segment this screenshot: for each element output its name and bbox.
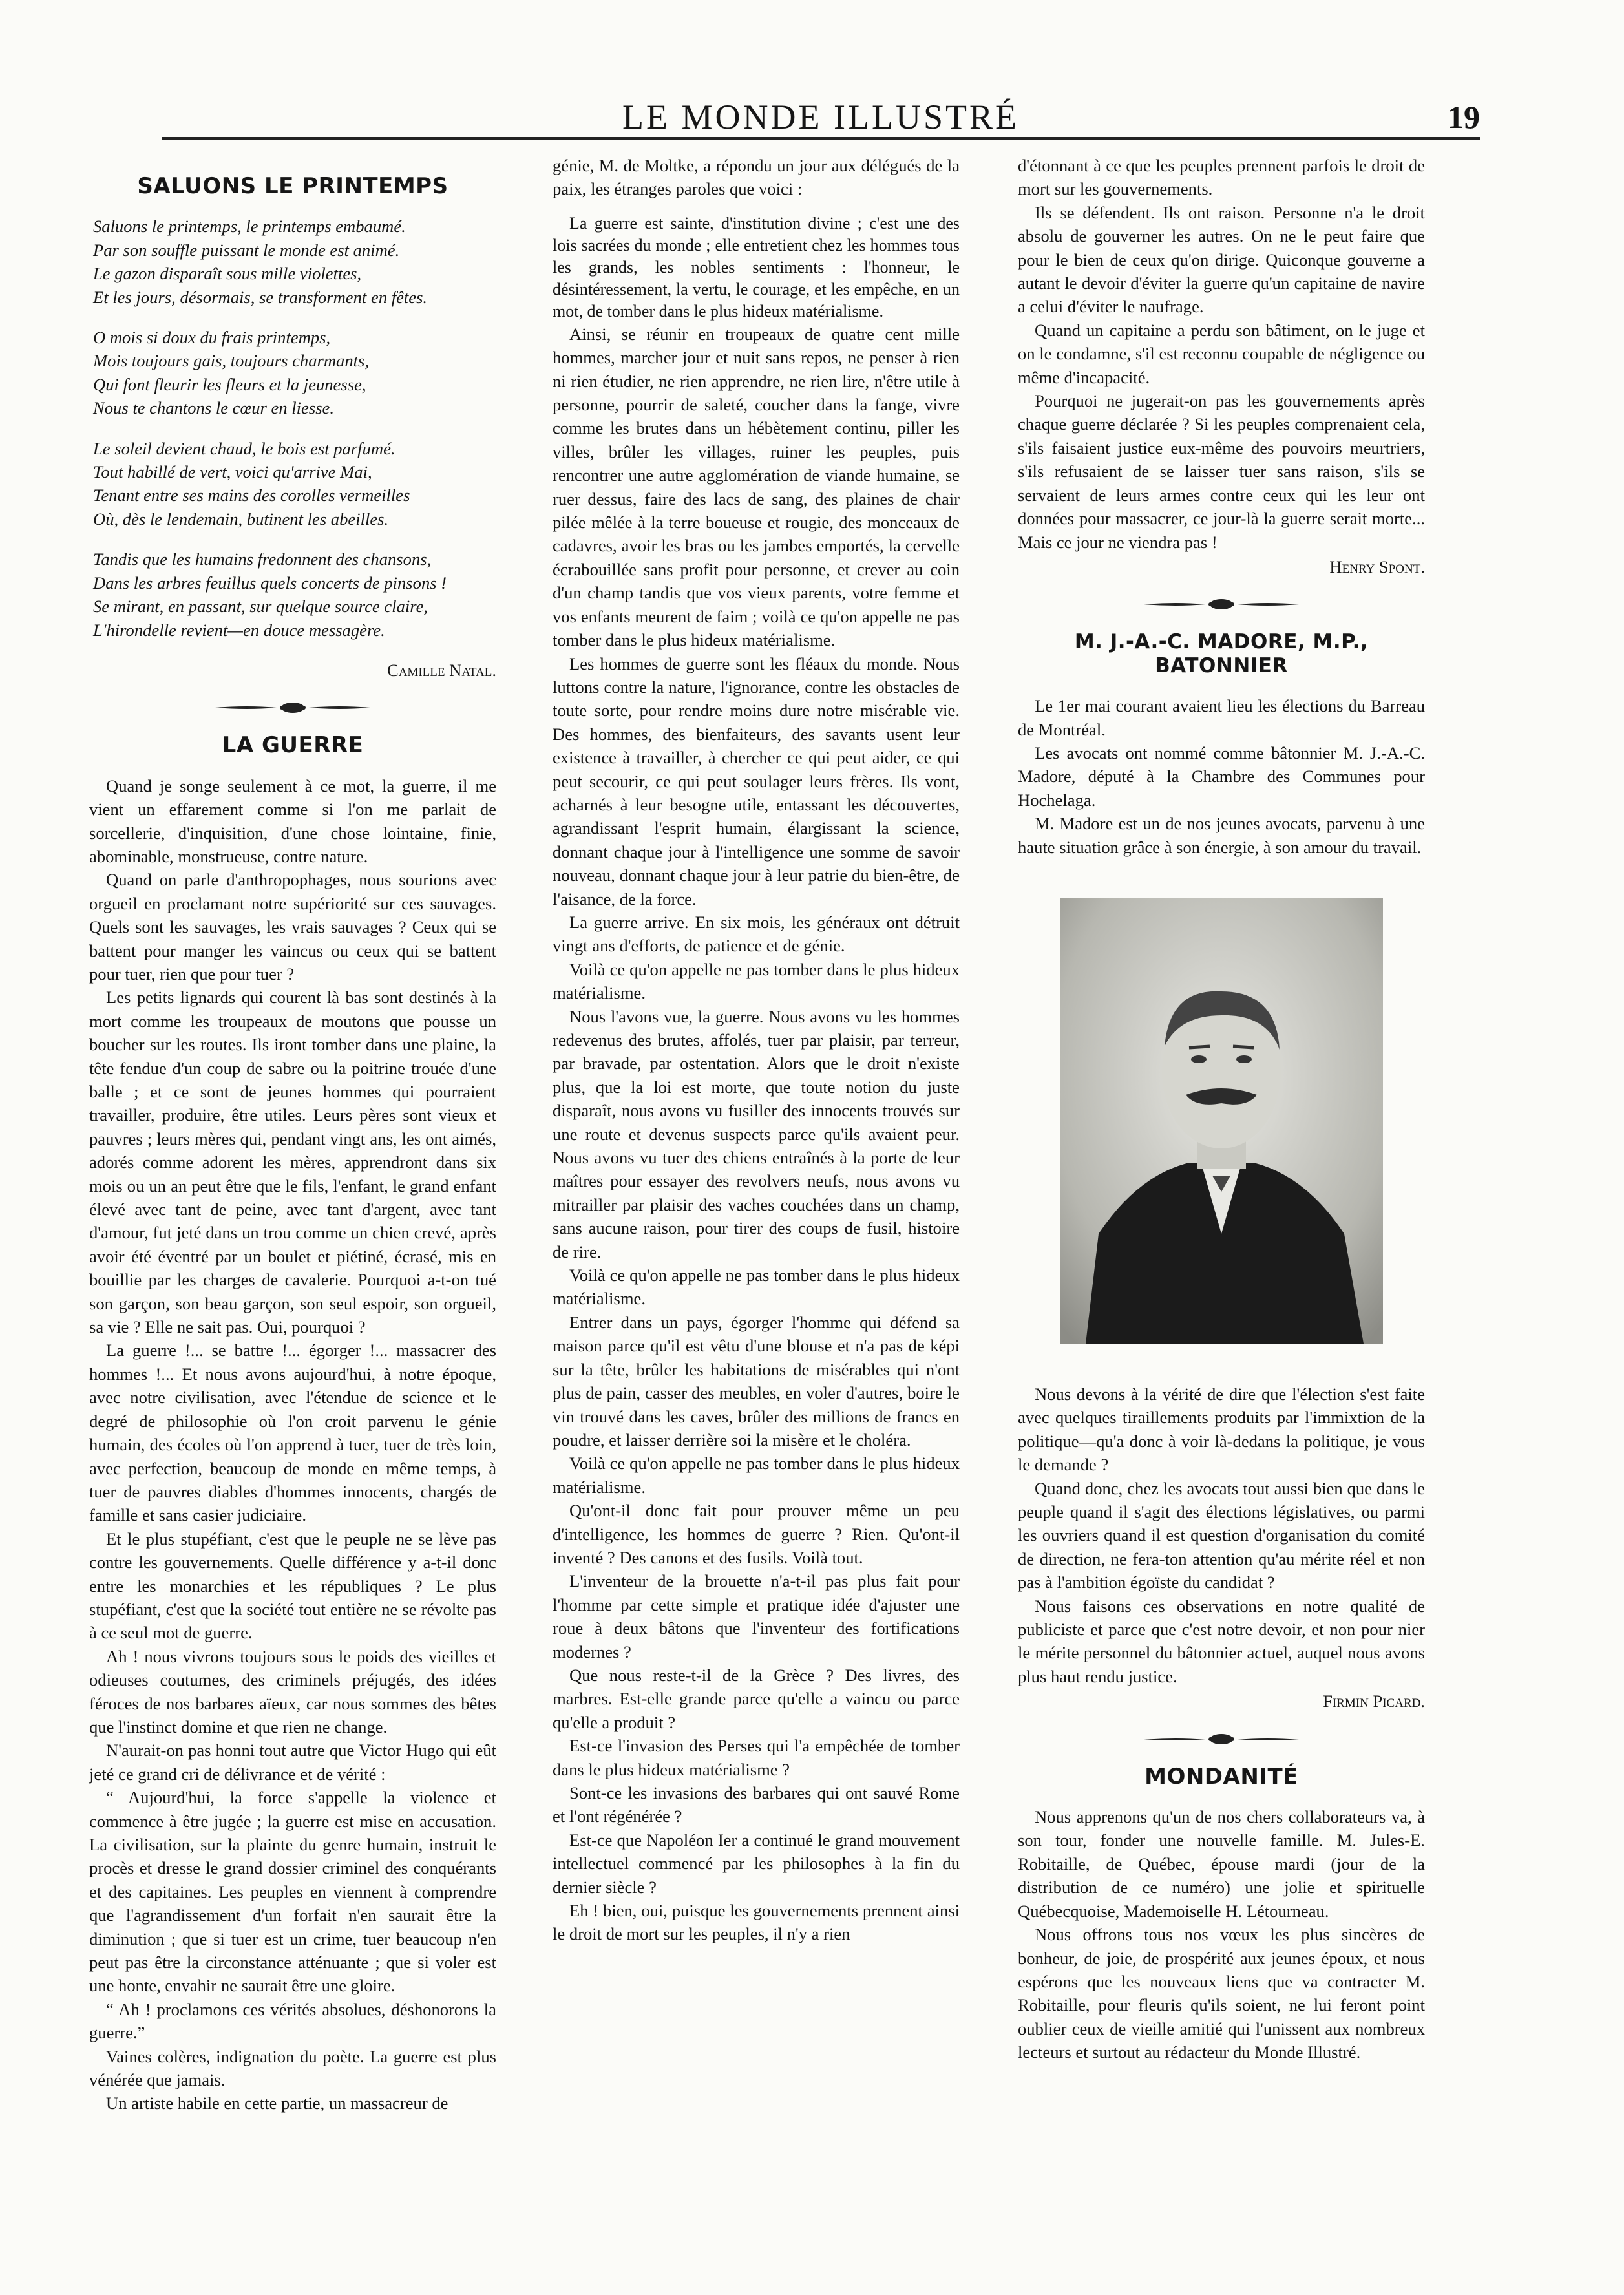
paragraph: “ Aujourd'hui, la force s'appelle la violence et commence à être jugée ; la guerre est mise en accusation. La civilisation, sur la plainte du genre humain, instruit le procès et dresse le grand dossier criminel des conquérants et des capitaines. Les peuples en viennent à comprendre que l'agrandissement d'un forfait n'en saurait être la diminution ; que si tuer est un crime, tuer beaucoup n'en peut pas être la circonstance atténuante ; que si voler est une honte, envahir ne saurait être une gloire. [89,1788,496,1996]
poem-line: Qui font fleurir les fleurs et la jeunesse, [93,374,366,394]
paragraph: Ah ! nous vivrons toujours sous le poids des vieilles et odieuses coutumes, des criminels préjugés, des idées féroces de nos barbares aïeux, car nous sommes des bêtes que l'instinct domine et que rien ne change. [89,1646,496,1737]
paragraph: Voilà ce qu'on appelle ne pas tomber dans le plus hideux matérialisme. [553,1454,960,1497]
paragraph: Nous devons à la vérité de dire que l'élection s'est faite avec quelques tiraillements produits par l'immixtion de la politique—qu'a donc à voir là-dedans la politique, je vous le demande ? [1018,1384,1425,1475]
masthead [162,85,1480,140]
paragraph: Qu'ont-il donc fait pour prouver même un peu d'intelligence, les hommes de guerre ? Rien. Qu'ont-il inventé ? Des canons et des fusils. Voilà tout. [553,1501,960,1567]
poem-line: O mois si doux du frais printemps, [93,328,331,348]
poem-signature: Camille Natal. [386,660,496,680]
mondanite-article [1018,1805,1425,2064]
moltke-quote: La guerre est sainte, d'institution divine ; c'est une des lois sacrées du monde ; elle entretient chez les hommes tous les grands, les nobles sentiments : l'honneur, le désintéressement, la vertu, le courage, et les empêche, en un mot, de tomber dans le plus hideux matérialisme. [553,213,960,321]
paragraph: Que nous reste-t-il de la Grèce ? Des livres, des marbres. Est-elle grande parce qu'elle a vaincu ou parce qu'elle a produit ? [553,1665,960,1732]
poem-line: Et les jours, désormais, se transforment en fêtes. [93,287,428,307]
portrait-photo [1060,898,1383,1344]
paragraph: Le 1er mai courant avaient lieu les élections du Barreau de Montréal. [1018,696,1425,739]
poem-line: Le gazon disparaît sous mille violettes, [93,264,362,284]
paragraph: Quand on parle d'anthropophages, nous sourions avec orgueil en proclamant notre supériorité sur ces sauvages. Quels sont les sauvages, les vrais sauvages ? Ceux qui se battent pour manger les vaincus ou ceux qui se battent pour tuer, rien que pour tuer ? [89,870,496,984]
column-2 [553,154,960,2235]
paragraph: Quand un capitaine a perdu son bâtiment, on le juge et on le condamne, s'il est reconnu coupable de négligence ou même d'incapacité. [1018,320,1425,387]
guerre-article-continued [553,323,960,1946]
guerre-title: LA GUERRE [222,732,364,759]
paragraph: Est-ce que Napoléon Ier a continué le grand mouvement intellectuel commencé par les philosophes à la fin du dernier siècle ? [553,1830,960,1897]
column-1 [89,154,496,2235]
paragraph: Les hommes de guerre sont les fléaux du monde. Nous luttons contre la nature, l'ignorance, contre les obstacles de toute sorte, pour rendre moins dure notre misérable vie. Des hommes, des bienfaiteurs, des savants usent leur existence à travailler, à chercher ce qui peut aider, ce qui peut secourir, ce qui peut soulager leurs frères. Ils vont, acharnés à leur besogne utile, entassant les découvertes, agrandissant l'esprit humain, élargissant la science, donnant chaque jour à l'intelligence une somme de savoir nouveau, donnant chaque jour à leur patrie du bien-être, de l'aisance, de la force. [553,653,960,909]
paragraph: Pourquoi ne jugerait-on pas les gouvernements après chaque guerre déclarée ? Si les peuples comprenaient cela, s'ils faisaient justice eux-même des pouvoirs meurtriers, s'ils refusaient de se laisser tuer sans raison, s'ils se servaient de leurs armes contre ceux qui les leur ont données pour massacrer, ce jour-là la guerre serait morte... Mais ce jour ne viendra pas ! [1018,391,1425,552]
paragraph: d'étonnant à ce que les peuples prennent parfois le droit de mort sur les gouvernements. [1018,156,1425,199]
paragraph: Ils se défendent. Ils ont raison. Personne n'a le droit absolu de gouverner les autres. On ne le peut faire que pour le bien de ceux qu'on dirige. Quiconque gouverne a autant le devoir d'éviter la guerre qu'un capitaine de navire a celui d'éviter le naufrage. [1018,202,1425,317]
paragraph: Nous offrons tous nos vœux les plus sincères de bonheur, de joie, de prospérité aux jeunes époux, et nous espérons que les nouveaux liens que va contracter M. Robitaille, pour fleuris qu'ils soient, ne lui feront point oublier ceux de vieille amitié qui l'unissent aux nombreux lecteurs et surtout au rédacteur du Monde Illustré. [1018,1925,1425,2062]
poem-line: L'hirondelle revient—en douce messagère. [93,620,385,640]
poem-line: Se mirant, en passant, sur quelque source claire, [93,597,428,617]
paragraph: Vaines colères, indignation du poète. La guerre est plus vénérée que jamais. [89,2046,496,2090]
paragraph: Voilà ce qu'on appelle ne pas tomber dans le plus hideux matérialisme. [553,959,960,1003]
poem-line: Mois toujours gais, toujours charmants, [93,351,370,371]
paragraph: La guerre !... se battre !... égorger !... massacrer des hommes !... Et nous avons aujourd'hui, à notre époque, avec notre civilisation, avec l'étendue de science et le degré de philosophie où l'on croit parvenu le génie humain, des écoles où l'on apprend à tuer, tuer de très loin, avec perfection, beaucoup de monde en même temps, à tuer de pauvres diables d'hommes innocents, chargés de famille et sans casier judiciaire. [89,1340,496,1525]
poem-line: Tenant entre ses mains des corolles vermeilles [93,485,410,505]
poem-line: Tout habillé de vert, voici qu'arrive Mai, [93,462,372,482]
mondanite-title: MONDANITÉ [1144,1763,1298,1790]
guerre-article [89,774,496,2115]
poem-stanza [93,437,496,531]
ornament-divider-icon [1137,598,1305,611]
guerre-article-end [1018,154,1425,554]
paragraph: Voilà ce qu'on appelle ne pas tomber dans le plus hideux matérialisme. [553,1265,960,1309]
page-number: 19 [1448,99,1480,135]
paragraph: La guerre arrive. En six mois, les généraux ont détruit vingt ans d'efforts, de patience et de génie. [553,912,960,956]
madore-article-continued [1018,1382,1425,1688]
madore-signature: Firmin Picard. [1323,1691,1425,1711]
paragraph: L'inventeur de la brouette n'a-t-il pas plus fait pour l'homme par cette simple et pratique idée d'ajuster une roue à deux bâtons que l'inventeur des fortifications modernes ? [553,1571,960,1662]
paragraph: Un artiste habile en cette partie, un massacreur de [106,2093,448,2113]
paragraph: Quand je songe seulement à ce mot, la guerre, il me vient un effarement comme si l'on me parlait de sorcellerie, d'inquisition, d'une chose lointaine, finie, abominable, monstrueuse, contre nature. [89,776,496,866]
newspaper-title: LE MONDE ILLUSTRÉ [622,98,1019,136]
poem-title: SALUONS LE PRINTEMPS [137,173,448,199]
paragraph: Entrer dans un pays, égorger l'homme qui défend sa maison parce qu'il est vêtu d'une blouse et n'a pas de képi sur la tête, brûler les habitations de misérables qui n'ont plus de pain, casser des meubles, en voler d'autres, boire le vin trouvé dans les caves, brûler des millions de francs en poudre, et laisser derrière soi la misère et le choléra. [553,1312,960,1450]
paragraph: N'aurait-on pas honni tout autre que Victor Hugo qui eût jeté ce grand cri de délivrance et de vérité : [89,1740,496,1784]
paragraph: Eh ! bien, oui, puisque les gouvernements prennent ainsi le droit de mort sur les peuples, il n'y a rien [553,1901,960,1944]
poem-line: Tandis que les humains fredonnent des chansons, [93,549,432,569]
guerre-continued-intro: génie, M. de Moltke, a répondu un jour aux délégués de la paix, les étranges paroles que voici : [553,156,960,199]
madore-title: M. J.-A.-C. MADORE, M.P., BATONNIER [1074,630,1369,677]
paragraph: Est-ce l'invasion des Perses qui l'a empêchée de tomber dans le plus hideux matérialisme ? [553,1736,960,1779]
paragraph: Et le plus stupéfiant, c'est que le peuple ne se lève pas contre les gouvernements. Quelle différence y a-t-il donc entre les monarchies et les républiques ? Le plus stupéfiant, c'est que la société tout entière ne se révolte pas à ce seul mot de guerre. [89,1528,496,1643]
madore-article [1018,694,1425,859]
paragraph: Nous apprenons qu'un de nos chers collaborateurs va, à son tour, fonder une nouvelle famille. M. Jules-E. Robitaille, de Québec, épouse mardi (jour de la distribution de ce numéro) une jolie et spirituelle Québecquoise, Mademoiselle H. Létourneau. [1018,1807,1425,1921]
paragraph: Ainsi, se réunir en troupeaux de quatre cent mille hommes, marcher jour et nuit sans repos, ne penser à rien ni rien étudier, ne rien apprendre, ne rien lire, n'être utile à personne, pourrir de saleté, coucher dans la fange, vivre comme les brutes dans un hébètement continu, piller les villes, brûler les villages, ruiner les peuples, puis rencontrer une autre agglomération de viande humaine, se ruer dessus, faire des lacs de sang, des plaines de chair pilée mêlée à la terre boueuse et rougie, des monceaux de cadavres, avoir les bras ou les jambes emportés, la cervelle écrabouillée sans profit pour personne, et crever au coin d'un champ tandis que vos vieux parents, votre femme et vos enfants meurent de faim ; voilà ce qu'on appelle ne pas tomber dans le plus hideux matérialisme. [553,324,960,650]
guerre-signature: Henry Spont. [1329,556,1425,576]
paragraph: Les avocats ont nommé comme bâtonnier M. J.-A.-C. Madore, député à la Chambre des Communes pour Hochelaga. [1018,743,1425,810]
ornament-divider-icon [1137,1733,1305,1746]
poem-line: Saluons le printemps, le printemps embaumé. [93,217,406,237]
ornament-divider-icon [209,701,377,714]
paragraph: Les petits lignards qui courent là bas sont destinés à la mort comme les troupeaux de moutons que pousse un boucher sur les routes. Ils iront tomber dans une plaine, la tête fendue d'un coup de sabre ou la poitrine trouée d'une balle ; et ce sont de jeunes hommes qui pourraient travailler, produire, être utiles. Leurs pères sont vieux et pauvres ; leurs mères qui, pendant vingt ans, les ont aimés, adorés comme adorent les mères, apprendront dans six mois ou un an peut être que le fils, l'enfant, le grand enfant élevé avec tant de peine, avec tant d'argent, avec tant d'amour, fut jeté dans un trou comme un chien crevé, après avoir été éventré par un boulet et piétiné, écrasé, mis en bouillie par les charges de cavalerie. Pourquoi a-t-on tué son garçon, son beau garçon, son seul espoir, son orgueil, sa vie ? Elle ne sait pas. Oui, pourquoi ? [89,988,496,1337]
poem-line: Par son souffle puissant le monde est animé. [93,240,400,260]
paragraph: Sont-ce les invasions des barbares qui ont sauvé Rome et l'ont régénérée ? [553,1783,960,1826]
paragraph: M. Madore est un de nos jeunes avocats, parvenu à une haute situation grâce à son énergie, à son amour du travail. [1018,814,1425,857]
poem-stanza [93,215,496,309]
column-3 [1018,154,1425,2235]
poem-stanza [93,326,496,420]
poem-stanza [93,547,496,642]
poem-line: Le soleil devient chaud, le bois est parfumé. [93,438,395,458]
paragraph: Nous faisons ces observations en notre qualité de publiciste et parce que c'est notre devoir, et non pour nier le mérite personnel du bâtonnier actuel, auquel nous avons plus haut rendu justice. [1018,1596,1425,1686]
paragraph: “ Ah ! proclamons ces vérités absolues, déshonorons la guerre.” [89,1999,496,2043]
paragraph: Nous l'avons vue, la guerre. Nous avons vu les hommes redevenus des brutes, affolés, tuer par plaisir, par terreur, par bravade, par ostentation. Alors que le droit n'existe plus, que la loi est morte, que toute notion du juste disparaît, nous avons vu fusiller des innocents trouvés sur une route et devenus suspects parce qu'ils avaient peur. Nous avons vu tuer des chiens entraînés à la porte de leur maîtres pour essayer des revolvers neufs, nous avons vu mitrailler par plaisir des vaches couchées dans un champ, sans aucune raison, pour tirer des coups de fusil, histoire de rire. [553,1006,960,1262]
poem-line: Dans les arbres feuillus quels concerts de pinsons ! [93,573,447,593]
paragraph: Quand donc, chez les avocats tout aussi bien que dans le peuple quand il s'agit des élections législatives, ou parmi les ouvriers quand il est question d'organisation du comité de direction, ne fera-ton attention qu'au mérite réel et non pas à l'ambition égoïste du candidat ? [1018,1478,1425,1592]
poem-line: Où, dès le lendemain, butinent les abeilles. [93,509,389,529]
poem-line: Nous te chantons le cœur en liesse. [93,398,335,418]
poem [93,215,496,642]
